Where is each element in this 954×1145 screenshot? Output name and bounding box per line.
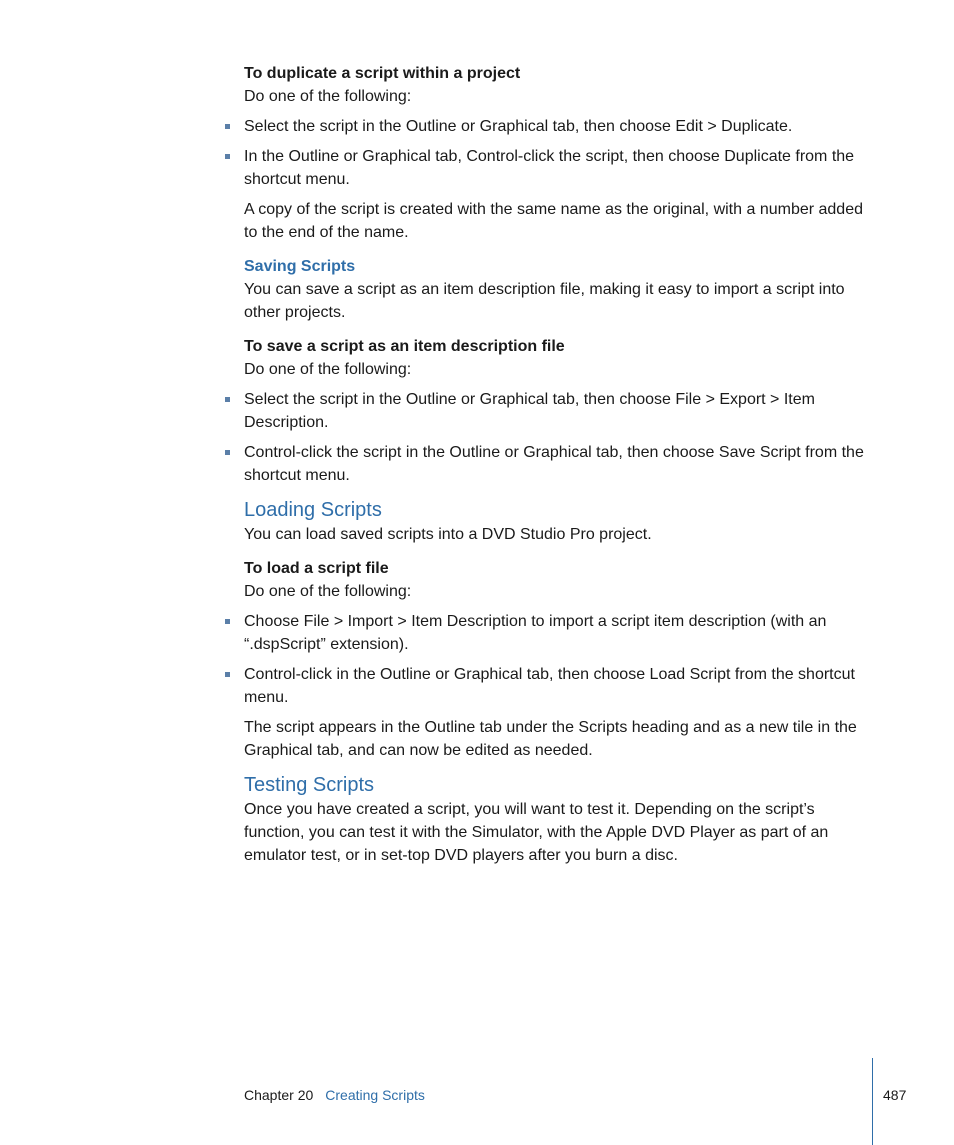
list-item (244, 610, 876, 656)
bullet-square-icon (225, 672, 230, 677)
list-item (244, 145, 876, 191)
list-item (244, 115, 876, 138)
list-item-text: Control-click in the Outline or Graphical tab, then choose Load Script from the shortcut menu. (244, 666, 855, 706)
task-intro: Do one of the following: (244, 88, 412, 105)
bullet-list-save (244, 388, 876, 487)
bullet-square-icon (225, 124, 230, 129)
list-item-text: Control-click the script in the Outline or Graphical tab, then choose Save Script from the shortcut menu. (244, 444, 864, 484)
footer-chapter-title-link[interactable]: Creating Scripts (325, 1087, 425, 1103)
list-item-text: Select the script in the Outline or Graphical tab, then choose File > Export > Item Description. (244, 391, 815, 431)
bullet-square-icon (225, 397, 230, 402)
bullet-list-load (244, 610, 876, 709)
task-title-load: To load a script file (244, 560, 389, 577)
section-heading-loading-scripts: Loading Scripts (244, 499, 382, 521)
bullet-list-duplicate (244, 115, 876, 191)
task-intro: Do one of the following: (244, 583, 412, 600)
list-item-text: Choose File > Import > Item Description to import a script item description (with an “.dspScript” extension). (244, 613, 827, 653)
task-title-save: To save a script as an item description file (244, 338, 565, 355)
task-title-duplicate: To duplicate a script within a project (244, 65, 521, 82)
bullet-square-icon (225, 154, 230, 159)
list-item (244, 441, 876, 487)
paragraph: The script appears in the Outline tab under the Scripts heading and as a new tile in the Graphical tab, and can now be edited as needed. (244, 719, 857, 759)
section-heading-testing-scripts: Testing Scripts (244, 774, 375, 796)
list-item-text: In the Outline or Graphical tab, Control-click the script, then choose Duplicate from the shortcut menu. (244, 148, 855, 188)
paragraph: You can save a script as an item description file, making it easy to import a script into other projects. (244, 281, 845, 321)
task-intro: Do one of the following: (244, 361, 412, 378)
list-item (244, 663, 876, 709)
subheading-saving-scripts: Saving Scripts (244, 258, 356, 275)
page-content (244, 62, 876, 867)
bullet-square-icon (225, 619, 230, 624)
paragraph: You can load saved scripts into a DVD Studio Pro project. (244, 526, 652, 543)
list-item-text: Select the script in the Outline or Graphical tab, then choose Edit > Duplicate. (244, 118, 793, 135)
paragraph: Once you have created a script, you will want to test it. Depending on the script’s function, you can test it with the Simulator, with the Apple DVD Player as part of an emulator test, or in set-top DVD players after you burn a disc. (244, 801, 829, 864)
paragraph: A copy of the script is created with the same name as the original, with a number added to the end of the name. (244, 201, 863, 241)
footer-divider (872, 1058, 873, 1145)
list-item (244, 388, 876, 434)
page-number: 487 (883, 1087, 907, 1103)
footer-chapter-label: Chapter 20 (244, 1087, 314, 1103)
page-footer (244, 1086, 425, 1104)
bullet-square-icon (225, 450, 230, 455)
